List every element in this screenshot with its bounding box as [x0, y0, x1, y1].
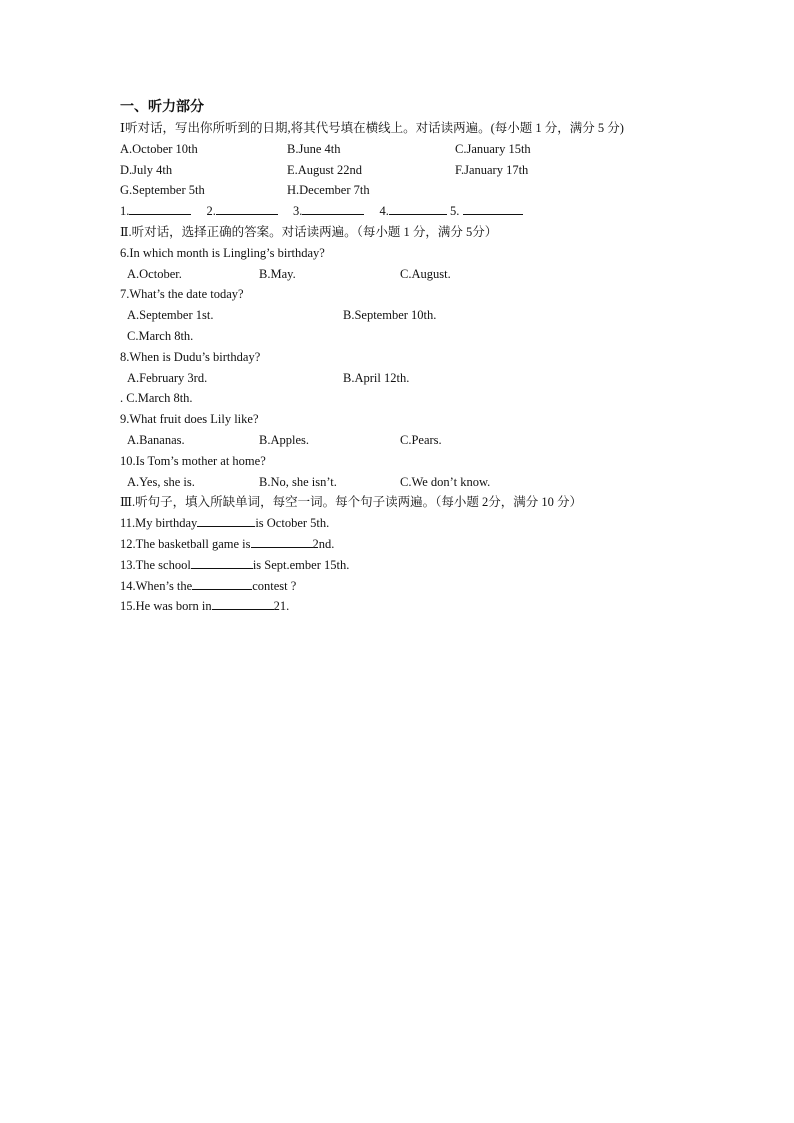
fill-blank-13[interactable]	[191, 555, 253, 569]
fill-blank-14[interactable]	[192, 576, 252, 590]
choice-b: B.May.	[259, 266, 296, 281]
option-g: G.September 5th	[120, 183, 205, 198]
fill-prefix: 12.The basketball game is	[120, 536, 251, 551]
question-8: 8.When is Dudu’s birthday?	[120, 349, 261, 364]
question-7: 7.What’s the date today?	[120, 287, 244, 302]
option-e: E.August 22nd	[287, 162, 362, 177]
section-title: 一、听力部分	[120, 99, 204, 115]
choice-a: A.Bananas.	[127, 432, 185, 447]
question-7-options	[120, 305, 700, 326]
question-10: 10.Is Tom’s mother at home?	[120, 453, 266, 468]
question-6: 6.In which month is Lingling’s birthday?	[120, 245, 325, 260]
choice-a: A.October.	[127, 266, 182, 281]
part3-instruction: Ⅲ.听句子，填入所缺单词，每空一词。每个句子读两遍。（每小题 2分，满分 10 分）	[120, 495, 583, 510]
option-a: A.October 10th	[120, 141, 198, 156]
fill-prefix: 13.The school	[120, 557, 191, 572]
option-h: H.December 7th	[287, 183, 370, 198]
choice-a: A.February 3rd.	[127, 370, 208, 385]
fill-blank-12[interactable]	[251, 534, 313, 548]
answer-label-4: 4.	[379, 204, 389, 219]
fill-prefix: 14.When’s the	[120, 578, 193, 593]
answer-blank-3[interactable]	[302, 201, 364, 215]
fill-suffix: is October 5th.	[255, 516, 330, 531]
fill-blank-11[interactable]	[197, 513, 255, 527]
choice-b: B.Apples.	[259, 432, 309, 447]
question-7-option-c: C.March 8th.	[127, 328, 194, 343]
question-10-options	[120, 472, 700, 493]
fill-item-13	[120, 555, 700, 576]
question-6-options	[120, 264, 700, 285]
fill-blank-15[interactable]	[212, 596, 274, 610]
choice-b: B.No, she isn’t.	[259, 474, 337, 489]
answer-blank-1[interactable]	[129, 201, 191, 215]
choice-b: B.April 12th.	[343, 370, 410, 385]
option-b: B.June 4th	[287, 141, 341, 156]
question-9: 9.What fruit does Lily like?	[120, 412, 259, 427]
part1-instruction: Ⅰ听对话，写出你所听到的日期,将其代号填在横线上。对话读两遍。(每小题 1 分，满分 5 分)	[120, 121, 624, 135]
choice-c: C.We don’t know.	[400, 474, 491, 489]
fill-prefix: 15.He was born in	[120, 599, 212, 614]
fill-prefix: 11.My birthday	[120, 516, 198, 531]
fill-item-12	[120, 534, 700, 555]
answer-blank-5[interactable]	[463, 201, 523, 215]
choice-c: C.Pears.	[400, 432, 442, 447]
part1-answer-blanks	[120, 201, 700, 222]
answer-blank-2[interactable]	[216, 201, 278, 215]
question-9-options	[120, 430, 700, 451]
fill-suffix: 2nd.	[312, 536, 335, 551]
answer-blank-4[interactable]	[389, 201, 447, 215]
answer-label-1: 1.	[120, 204, 130, 219]
choice-a: A.Yes, she is.	[127, 474, 195, 489]
option-f: F.January 17th	[455, 162, 529, 177]
part2-instruction: Ⅱ.听对话，选择正确的答案。对话读两遍。（每小题 1 分，满分 5分）	[120, 224, 498, 239]
fill-suffix: 21.	[273, 599, 290, 614]
option-c: C.January 15th	[455, 141, 531, 156]
choice-b: B.September 10th.	[343, 308, 437, 323]
fill-suffix: is Sept.ember 15th.	[252, 557, 350, 572]
question-8-option-c: . C.March 8th.	[120, 391, 193, 406]
question-8-options	[120, 368, 700, 389]
part1-options-row-2	[120, 160, 700, 181]
part1-options-row-3	[120, 180, 700, 201]
fill-item-15	[120, 596, 700, 617]
choice-a: A.September 1st.	[127, 308, 214, 323]
answer-label-5: 5.	[450, 204, 460, 219]
option-d: D.July 4th	[120, 162, 173, 177]
answer-label-3: 3.	[293, 204, 303, 219]
fill-suffix: contest ?	[252, 578, 297, 593]
choice-c: C.August.	[400, 266, 451, 281]
answer-label-2: 2.	[206, 204, 216, 219]
fill-item-14	[120, 576, 700, 597]
document-body	[120, 96, 700, 617]
fill-item-11	[120, 513, 700, 534]
part1-options-row-1	[120, 139, 700, 160]
